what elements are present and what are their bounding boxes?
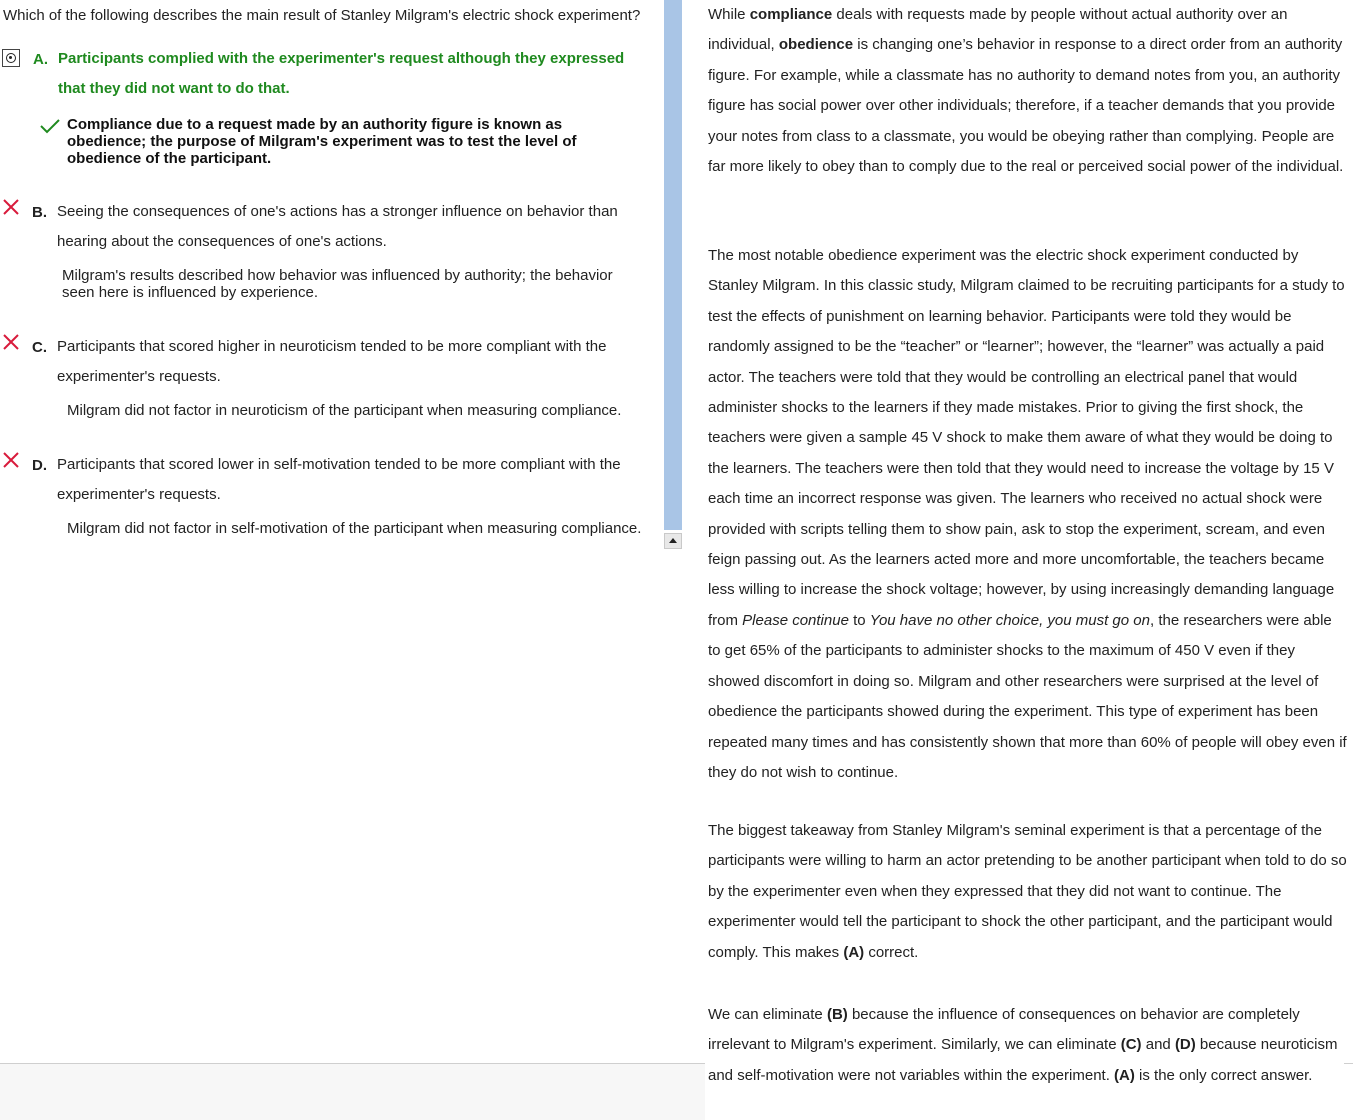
x-mark-icon	[3, 334, 19, 350]
x-mark-icon	[3, 199, 19, 215]
option-letter: C.	[32, 339, 47, 356]
explanation-paragraph-3: The biggest takeaway from Stanley Milgram's seminal experiment is that a percentage of the participants were willing to harm an actor pretending to be another participant when told to do so by the experimenter even when they expressed that they did not want to continue. The experimenter would tell the participant to shock the other participant, and the participant would comply. This makes (A) correct.	[708, 822, 1347, 961]
divider	[1344, 1063, 1353, 1064]
vertical-scrollbar[interactable]	[664, 0, 682, 550]
scroll-thumb[interactable]	[664, 0, 682, 530]
option-text: Participants that scored lower in self-motivation tended to be more compliant with the experimenter's requests.	[57, 456, 621, 503]
x-mark-icon	[3, 452, 19, 468]
scroll-up-arrow-icon[interactable]	[664, 533, 682, 549]
option-text: Participants complied with the experimenter's request although they expressed that they did not want to do that.	[58, 50, 625, 97]
option-a-explanation: Compliance due to a request made by an authority figure is known as obedience; the purpose of Milgram's experiment was to test the level of obedience of the participant.	[67, 116, 577, 167]
option-text: Seeing the consequences of one's actions has a stronger influence on behavior than hearing about the consequences of one's actions.	[57, 203, 618, 250]
option-letter: A.	[33, 51, 48, 68]
radio-selected-icon[interactable]	[2, 49, 20, 67]
option-d-explanation: Milgram did not factor in self-motivation of the participant when measuring compliance.	[67, 520, 642, 537]
explanation-paragraph-1: While compliance deals with requests made by people without actual authority over an individual, obedience is changing one’s behavior in response to a direct order from an authority figure. For example, while a classmate has no authority to demand notes from you, an authority figure has social power over other individuals; therefore, if a teacher demands that you provide your notes from class to a classmate, you would be obeying rather than complying. People are far more likely to obey than to comply due to the real or perceived social power of the individual.	[708, 6, 1344, 176]
explanation-paragraph-4: We can eliminate (B) because the influence of consequences on behavior are completely irrelevant to Milgram's experiment. Similarly, we can eliminate (C) and (D) because neuroticism and self-motivation were not variables within the experiment. (A) is the only correct answer.	[708, 1006, 1338, 1084]
option-text: Participants that scored higher in neuroticism tended to be more compliant with the experimenter's requests.	[57, 338, 607, 385]
checkmark-icon	[40, 118, 60, 134]
explanation-paragraph-2: The most notable obedience experiment was the electric shock experiment conducted by Stanley Milgram. In this classic study, Milgram claimed to be recruiting participants for a study to test the effects of punishment on learning behavior. Participants were told they would be randomly assigned to be the “teacher” or “learner”; however, the “learner” was actually a paid actor. The teachers were told that they would be controlling an electrical panel that would administer shocks to the learners if they made mistakes. Prior to giving the first shock, the teachers were given a sample 45 V shock to make them aware of what they would be doing to the learners. The teachers were then told that they would need to increase the voltage by 15 V each time an incorrect response was given. The learners who received no actual shock were provided with scripts telling them to show pain, ask to stop the experiment, scream, and even feign passing out. As the learners acted more and more uncomfortable, the teachers became less willing to increase the shock voltage; however, by using increasingly demanding language from Please continue to You have no other choice, you must go on, the researchers were able to get 65% of the participants to administer shocks to the maximum of 450 V even if they showed discomfort in doing so. Milgram and other researchers were surprised at the level of obedience the participants showed during the experiment. This type of experiment has been repeated many times and has consistently shown that more than 60% of people will obey even if they do not wish to continue.	[708, 247, 1347, 781]
question-panel	[0, 0, 660, 1063]
question-text: Which of the following describes the main result of Stanley Milgram's electric shock experiment?	[3, 7, 641, 24]
option-b-explanation: Milgram's results described how behavior was influenced by authority; the behavior seen here is influenced by experience.	[62, 267, 613, 301]
option-letter: B.	[32, 204, 47, 221]
option-c-explanation: Milgram did not factor in neuroticism of the participant when measuring compliance.	[67, 402, 622, 419]
option-letter: D.	[32, 457, 47, 474]
bottom-panel	[0, 1063, 705, 1120]
